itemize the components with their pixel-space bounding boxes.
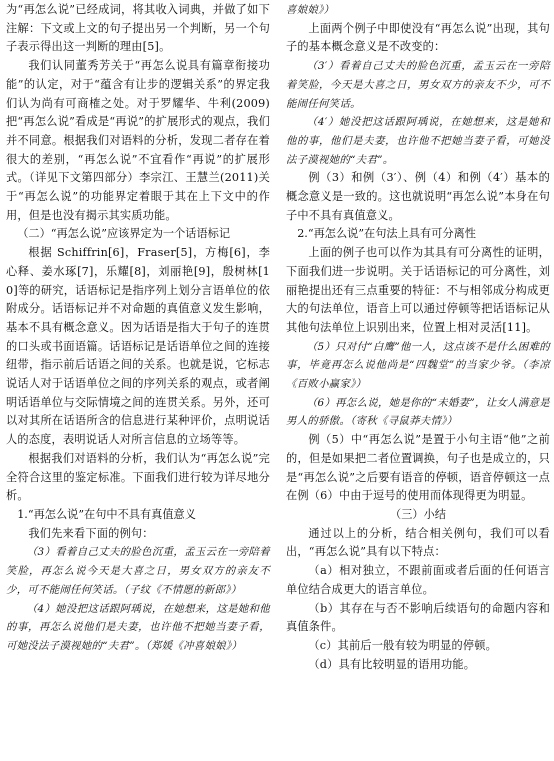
paragraph: 为“再怎么说”已经成词，将其收入词典，并做了如下注解：下文或上文的句子提出另一个判断，另一个句子表示得出这一判断的理由[5]。 (6, 3, 270, 54)
list-item: （a）相对独立，不跟前面或者后面的任何语言单位结合成更大的语言单位。 (286, 564, 550, 596)
list-item: （d）具有比较明显的语用功能。 (308, 657, 476, 671)
example-continuation: 喜娘娘》） (286, 4, 335, 16)
example-sentence: （4）她没把这话跟阿瑀说，在她想来，这是她和他的事，再怎么说他们是夫妻，也许他不把她当妻子看，可她没法子漠视她的“夫君”。（郑媛《冲喜娘娘》） (6, 602, 270, 652)
left-column (6, 1, 270, 656)
example-sentence: （4′）她没把这话跟阿瑀说，在她想来，这是她和他的事，他们是夫妻，也许他不把她当妻子看，可她没法子漠视她的“夫君”。 (286, 116, 550, 166)
paragraph: 我们先来看下面的例句： (28, 526, 154, 540)
paragraph: 根据我们对语料的分析，我们认为“再怎么说”完全符合这里的鉴定标准。下面我们进行较为详尽地分析。 (6, 451, 270, 503)
list-item: （c）其前后一般有较为明显的停顿。 (308, 638, 498, 652)
paragraph: 根据 Schiffrin[6]，Fraser[5]，方梅[6]，李心释、姜水琢[7]，乐耀[8]，刘丽艳[9]，殷树林[10]等的研究，话语标记是指序列上划分言语单位的依附成分。话语标记并不对命题的真值意义发生影响，基本不具有概念意义。因为话语是指大于句子的连贯的口头或书面语篇。话语标记是话语单位之间的连接纽带，指示前后话语之间的关系。也就是说，它标志说话人对于话语单位之间的序列关系的观点，或者阐明话语单位与交际情境之间的连贯关系。另外，还可以对其所在话语所含的信息进行某种评价，点明说话人的态度，表明说话人对所言信息的立场等等。 (6, 246, 270, 447)
example-sentence: （3′）看着自己丈夫的脸色沉重，孟玉云在一旁陪着笑脸，今天是大喜之日，男女双方的亲友不少，可不能闹任何笑话。 (286, 60, 550, 110)
example-sentence: （5）只对付“白鹰”他一人，这点该不是什么困难的事，毕竟再怎么说他尚是“四魏堂”的当家少爷。（李凉《百败小赢家》） (286, 340, 550, 391)
paragraph: 我们认同董秀芳关于“再怎么说具有篇章衔接功能”的认定，对于“蕴含有让步的逻辑关系”的界定我们认为尚有可商榷之处。对于罗耀华、牛利(2009)把“再怎么说”看成是“再说”的扩展形式的观点，我们并不同意。根据我们对语料的分析，发现二者存在着很大的差别，“再怎么说”不宜看作“再说”的扩展形式。（详见下文第四部分）李宗江、王慧兰(2011)关于“再怎么说”的功能界定着眼于其在上下文中的作用，但是也没有揭示其实质功能。 (6, 59, 270, 222)
paper-page (6, 1, 550, 759)
section-heading: （三）小结 (390, 507, 446, 521)
paragraph: 上面两个例子中即使没有“再怎么说”出现，其句子的基本概念意义是不改变的： (286, 21, 550, 54)
section-heading: （二）“再怎么说”应该界定为一个话语标记 (17, 227, 231, 241)
subsection-heading: 1.“再怎么说”在句中不具有真值意义 (17, 507, 196, 521)
example-sentence: （6）再怎么说，她是你的“未婚妻”，让女人满意是男人的骄傲。（寄秋《寻鼠莽夫情》） (286, 396, 550, 428)
example-sentence: （3）看着自己丈夫的脸色沉重，孟玉云在一旁陪着笑脸，再怎么说今天是大喜之日，男女双方的亲友不少，可不能闹任何笑话。（子纹《不情愿的新郎》） (6, 546, 270, 596)
paragraph: 通过以上的分析，结合相关例句，我们可以看出，“再怎么说”具有以下特点： (286, 526, 550, 559)
paragraph: 上面的例子也可以作为其具有可分离性的证明，下面我们进一步说明。关于话语标记的可分离性，刘丽艳提出还有三点重要的特征：不与相邻成分构成更大的句法单位，语音上可以通过停顿等把话语标记从其他句法单位上识别出来，位置上相对灵活[11]。 (286, 246, 550, 334)
paragraph: 例（5）中“再怎么说”是置于小句主语“他”之前的，但是如果把二者位置调换，句子也是成立的，只是“再怎么说”之后要有语音的停顿，语音停顿这一点在例（6）中由于逗号的使用而体现得更为明显。 (286, 433, 550, 503)
subsection-heading: 2.“再怎么说”在句法上具有可分离性 (297, 227, 476, 241)
list-item: （b）其存在与否不影响后续语句的命题内容和真值条件。 (286, 601, 550, 634)
right-column (286, 1, 550, 674)
paragraph: 例（3）和例（3′）、例（4）和例（4′）基本的概念意义是一致的。这也就说明“再怎么说”本身在句子中不具有真值意义。 (286, 171, 550, 222)
